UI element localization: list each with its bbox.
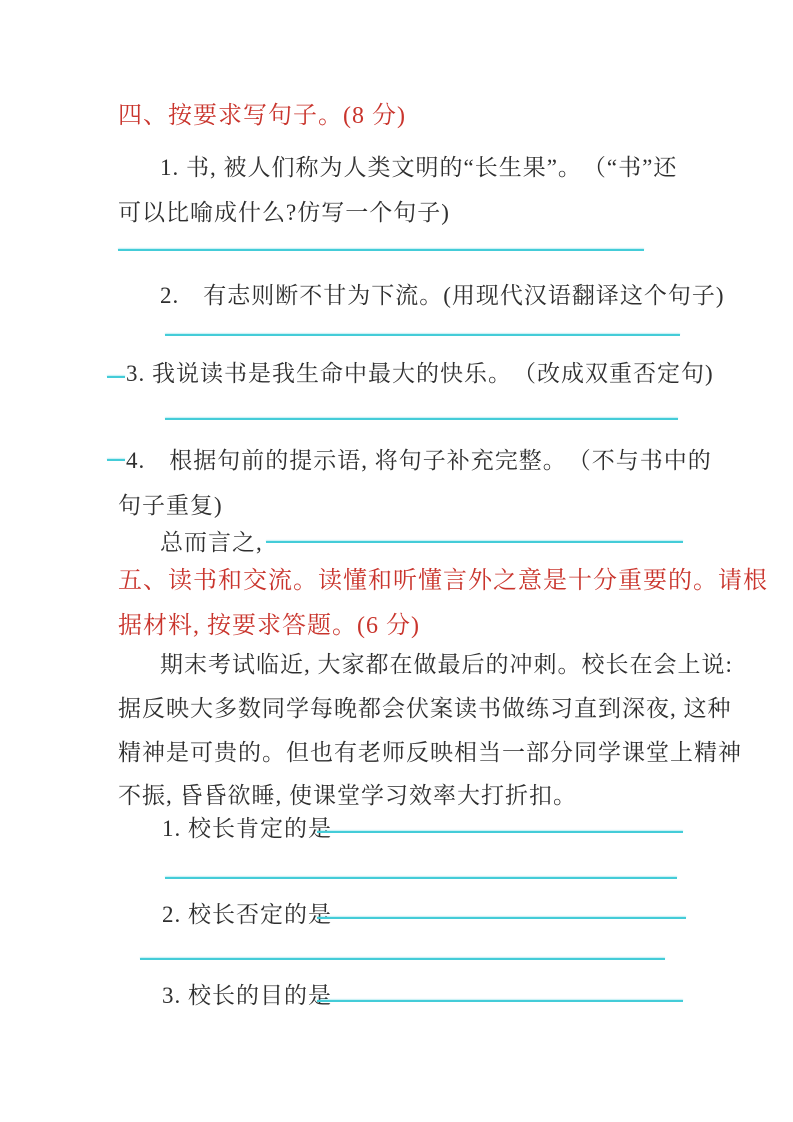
- section-five-heading-line-1: 五、读书和交流。读懂和听懂言外之意是十分重要的。请根: [118, 568, 768, 594]
- passage-line-3: 精神是可贵的。但也有老师反映相当一部分同学课堂上精神: [118, 740, 742, 765]
- blank-prefix-dash-q3: [107, 376, 125, 378]
- question-1-text-line-2: 可以比喻成什么?仿写一个句子): [118, 200, 450, 225]
- passage-line-4: 不振, 昏昏欲睡, 使课堂学习效率大打折扣。: [118, 783, 577, 808]
- answer-blank-q4-summary: [266, 541, 683, 543]
- section-five-q1-label: 1. 校长肯定的是: [162, 816, 332, 841]
- question-4-text-line-2: 句子重复): [118, 493, 223, 518]
- answer-blank-five-q1: [317, 831, 683, 833]
- blank-prefix-dash-q4: [107, 459, 125, 461]
- question-4-text-line-1: 4. 根据句前的提示语, 将句子补充完整。 （不与书中的: [126, 448, 712, 473]
- question-3-text: 3. 我说读书是我生命中最大的快乐。 （改成双重否定句): [126, 361, 714, 386]
- section-five-q2-label: 2. 校长否定的是: [162, 902, 332, 927]
- question-4-fill-prompt: 总而言之,: [160, 530, 263, 555]
- answer-blank-q3: [165, 418, 678, 420]
- answer-blank-five-q1-line-2: [165, 877, 677, 879]
- passage-line-2: 据反映大多数同学每晚都会伏案读书做练习直到深夜, 这种: [118, 696, 732, 721]
- section-five-heading-line-2: 据材料, 按要求答题。(6 分): [118, 613, 420, 639]
- answer-blank-q1: [118, 249, 644, 251]
- answer-blank-five-q2-line-2: [140, 958, 665, 960]
- answer-blank-five-q2: [317, 917, 686, 919]
- passage-line-1: 期末考试临近, 大家都在做最后的冲刺。校长在会上说:: [160, 652, 733, 677]
- section-five-q3-label: 3. 校长的目的是: [162, 983, 332, 1008]
- question-2-text: 2. 有志则断不甘为下流。(用现代汉语翻译这个句子): [160, 283, 725, 308]
- answer-blank-q2: [165, 334, 680, 336]
- answer-blank-five-q3: [317, 1000, 683, 1002]
- question-1-text-line-1: 1. 书, 被人们称为人类文明的“长生果”。 （“书”还: [160, 155, 678, 180]
- section-four-heading: 四、按要求写句子。(8 分): [118, 103, 406, 129]
